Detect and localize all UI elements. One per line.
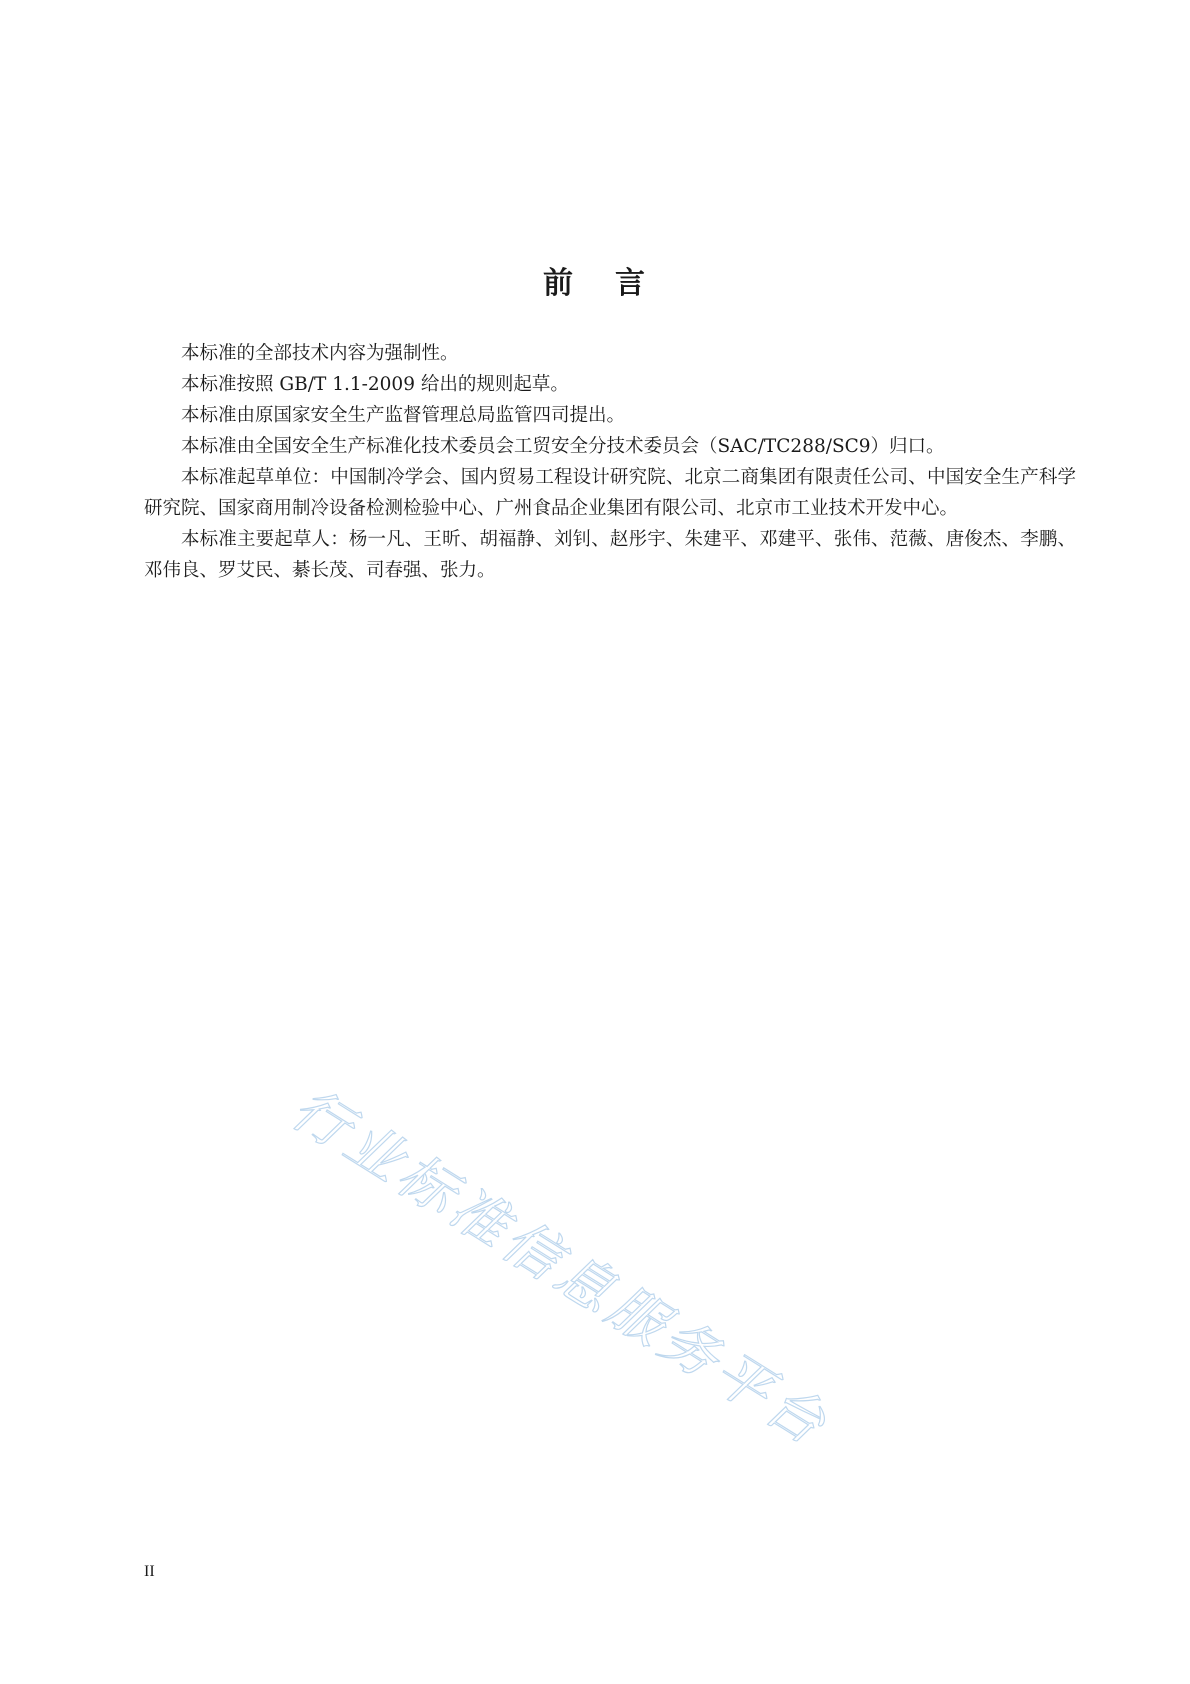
paragraph-technical-committee: 本标准由全国安全生产标准化技术委员会工贸安全分技术委员会（SAC/TC288/SC9）归口。 <box>181 436 945 457</box>
paragraph-content-nature: 本标准的全部技术内容为强制性。 <box>181 343 459 364</box>
watermark: 行业标准信息服务平台 <box>280 1076 841 1460</box>
page-title-left: 前 <box>543 266 575 301</box>
paragraph-drafting-units: 本标准起草单位：中国制冷学会、国内贸易工程设计研究院、北京二商集团有限责任公司、中国安全生产科学研究院、国家商用制冷设备检测检验中心、广州食品企业集团有限公司、北京市工业技术开发中心。 <box>144 467 1076 519</box>
page-title <box>0 258 1190 302</box>
paragraph-drafting-rules: 本标准按照 GB/T 1.1-2009 给出的规则起草。 <box>181 374 569 395</box>
page-number: II <box>144 1563 155 1580</box>
paragraph-proposer: 本标准由原国家安全生产监督管理总局监管四司提出。 <box>181 405 626 426</box>
paragraph-drafters: 本标准主要起草人：杨一凡、王昕、胡福静、刘钊、赵彤宇、朱建平、邓建平、张伟、范薇、唐俊杰、李鹏、邓伟良、罗艾民、綦长茂、司春强、张力。 <box>144 529 1076 581</box>
page-title-right: 言 <box>615 266 647 301</box>
foreword-body <box>144 338 1076 586</box>
